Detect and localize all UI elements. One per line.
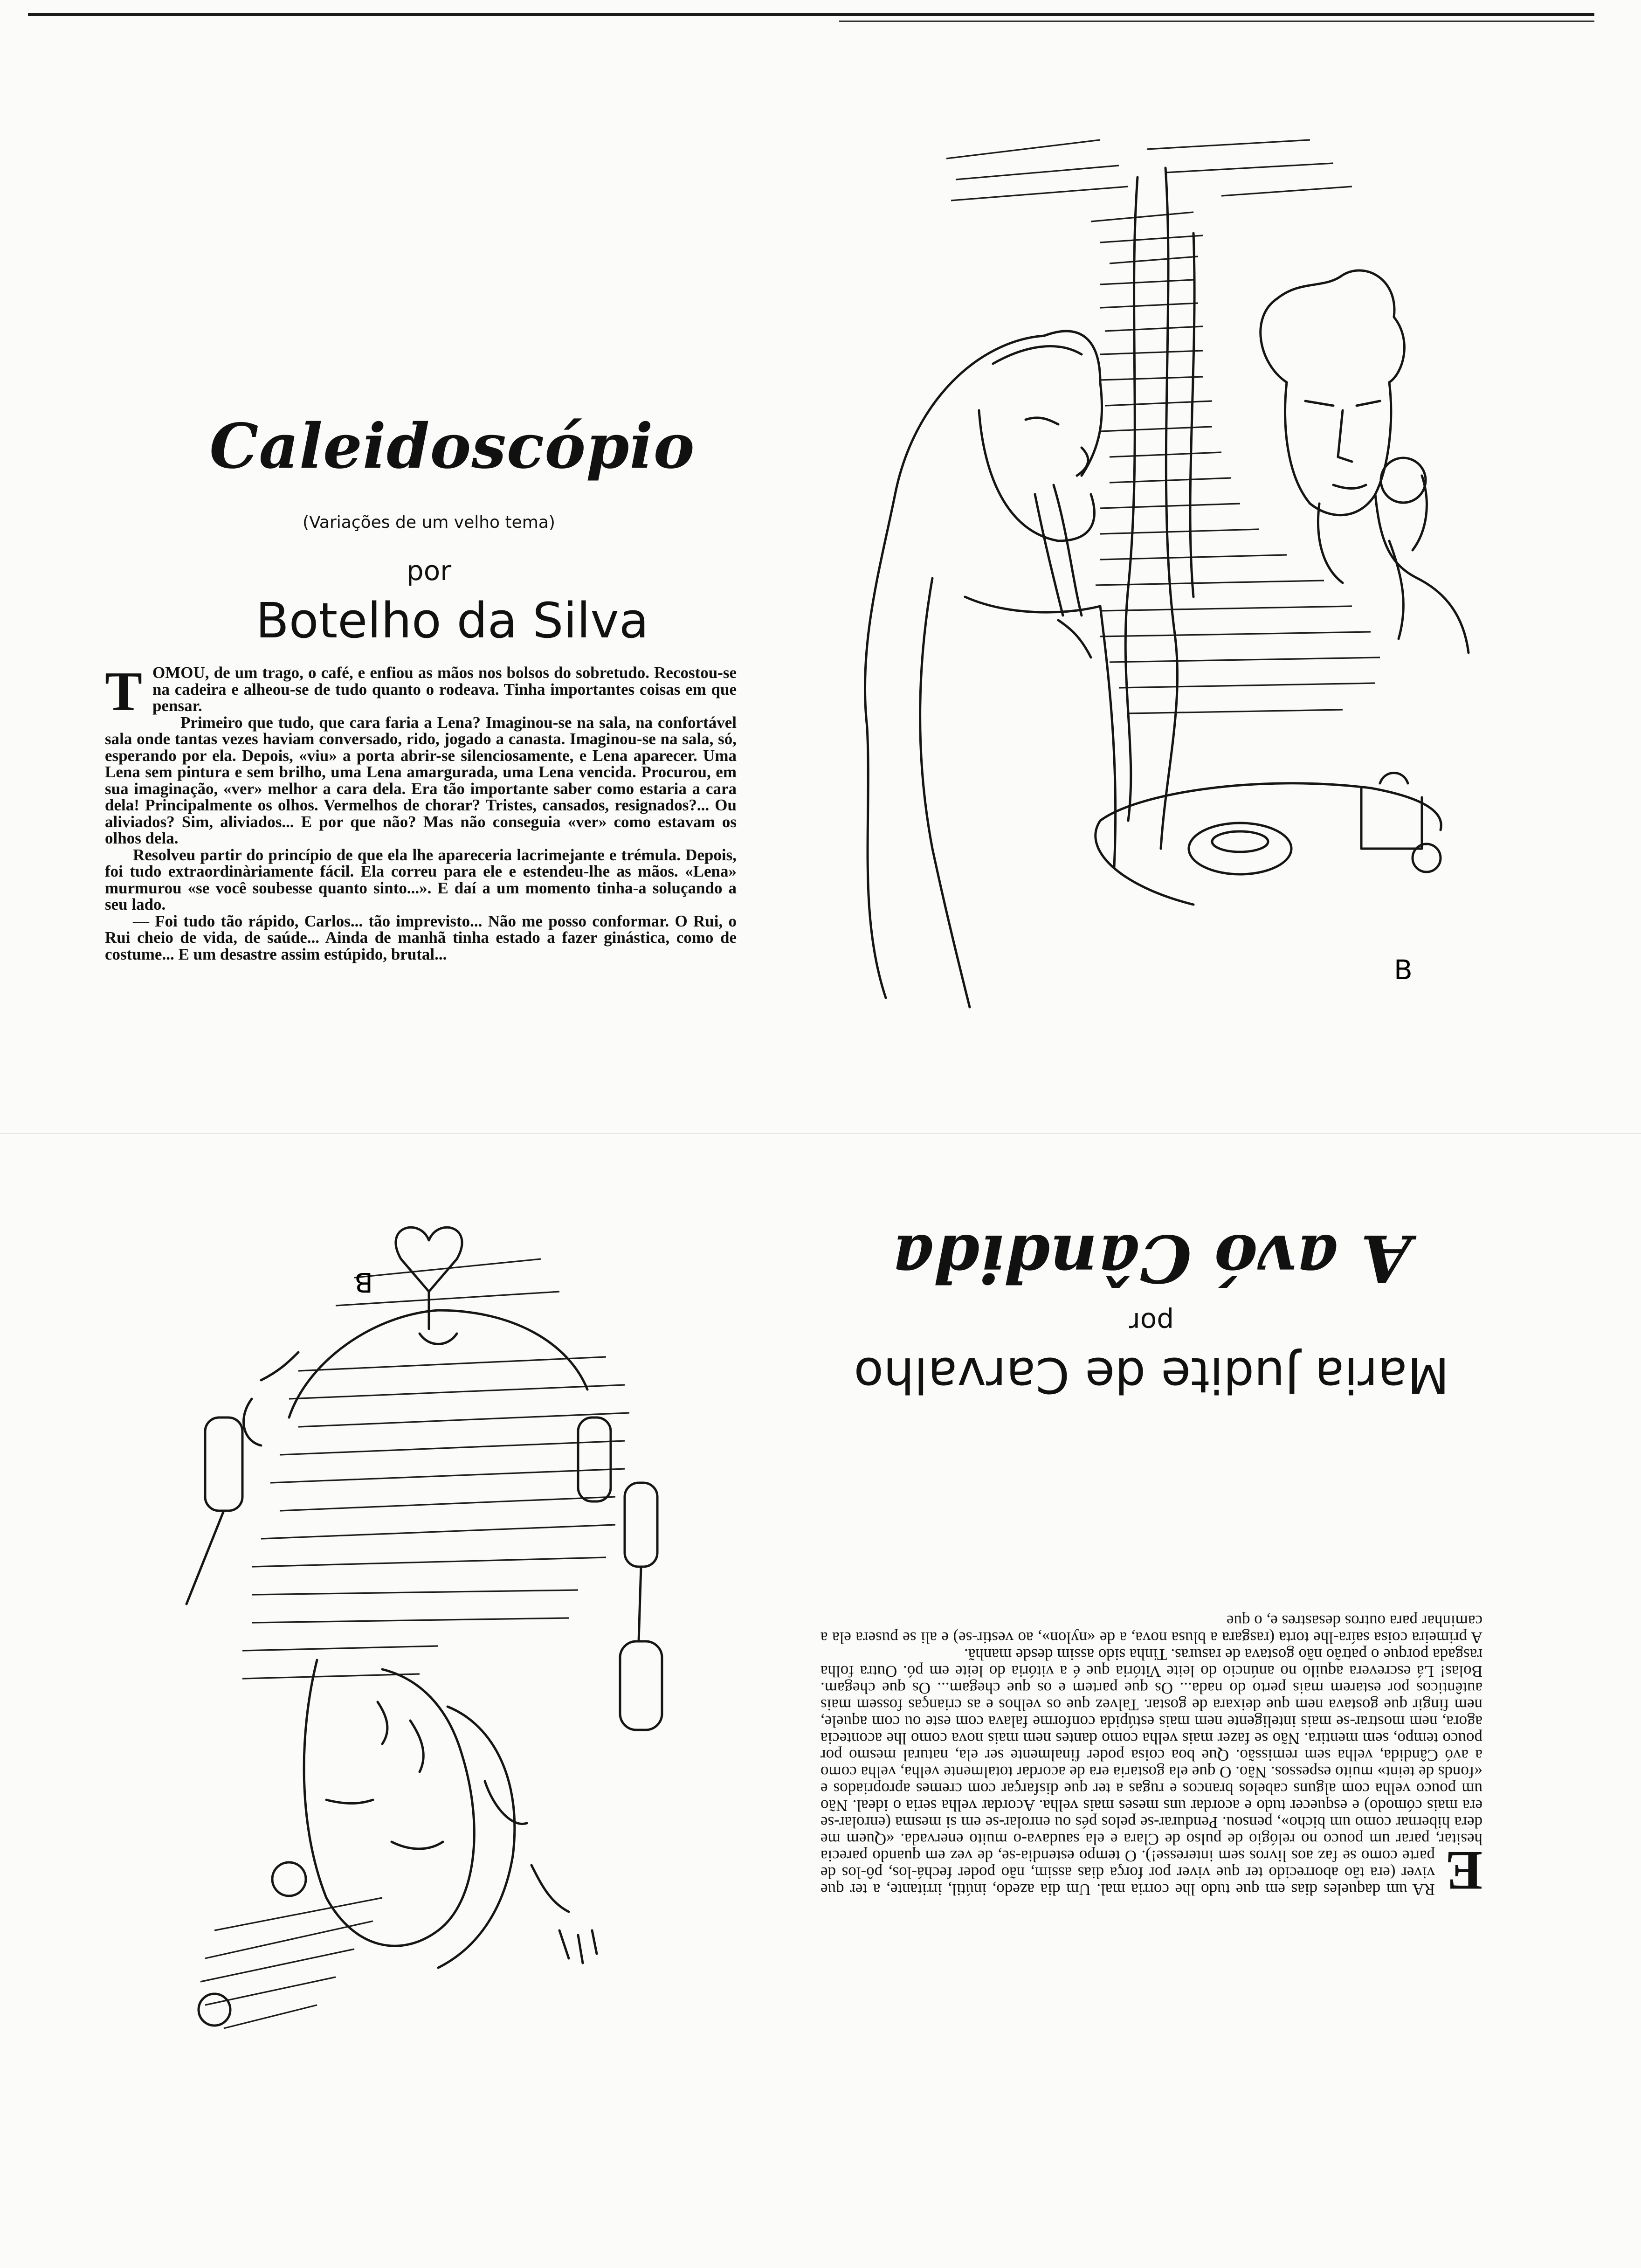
drop-cap: E (1445, 1840, 1482, 1902)
story-upside-down (820, 1184, 1482, 1902)
story-body (820, 1612, 1482, 1902)
story-paragraph: — Foi tudo tão rápido, Carlos... tão imprevisto... Não me posso conformar. O Rui, o Rui cheio de vida, de saúde... Ainda de manhã tinha estado a fazer ginástica, como de costume... E um desastre assim estúpido, brutal... (105, 912, 737, 963)
top-border-rule-secondary (839, 21, 1594, 22)
story-paragraph: Primeiro que tudo, que cara faria a Lena? Imaginou-se na sala, na confortável sala onde tantas vezes haviam conversado, rido, jogado a canasta. Imaginou-se na sala, só, esperando por ela. Depois, «viu» a porta abrir-se silenciosamente, e Lena aparecer. Uma Lena sem pintura e sem brilho, uma Lena amargurada, uma Lena vencida. Procurou, em sua imaginação, «ver» melhor a cara dela. Era tão importante saber como estaria a cara dela! Principalmente os olhos. Vermelhos de chorar? Tristes, cansados, resignados?... Ou aliviados? Sim, aliviados... E por que não? Mas não conseguia «ver» como estavam os olhos dela. (105, 713, 737, 847)
curtain-lines (1125, 168, 1194, 849)
background-hatching (946, 140, 1380, 713)
story-paragraph: A primeira coisa saíra-lhe torta (rasgara a blusa nova, a de «nylon», ao vestir-se) e ali se pusera ela a caminhar para outros desastres e, o que (820, 1612, 1482, 1647)
story-paragraph: RA um daqueles dias em que tudo lhe corria mal. Um dia azedo, inútil, irritante, a ter que viver (era tão aborrecido ter que viver por força dias assim, não poder fechá-los, pô-los de parte como se faz aos livros sem interesse!). O tempo estendia-se, de vez em quando parecia hesitar, parar um pouco no relógio de pulso de Clara e ela saudava-o muito enervada. «Quem me dera hibernar como um bicho», pensou. Pendurar-se pelos pés ou enrolar-se em si mesma (enrolar-se era mais cómodo) e esquecer tudo e acordar uns meses mais velha. Acordar velha seria o ideal. Não um pouco velha com alguns cabelos brancos e rugas a ter que disfarçar com cremes apropriados e «fonds de teint» muito espessos. Não. O que ela gostaria era de acordar totalmente velha, velha como a avó Cândida, velha sem remissão. Que boa coisa poder finalmente ser ela, natural mesmo por pouco tempo, sem mentira. Não se fazer mais velha como dantes nem mais nova como lhe acontecia agora, nem mostrar-se mais inteligente nem mais estúpida conforme falava com este ou com aquele, nem fingir que gostava nem que deixara de gostar. Talvez que os velhos e as crianças fossem mais autênticos por estarem mais perto do nada... Os que partem e os que chegam... Os que chegam. Bolas! Lá escrevera aquilo no anúncio do leite Vitória que é a vitória do leite em pó. Outra folha rasgada porque o patrão não gostava de rasuras. Tinha sido assim desde manhã. (820, 1646, 1482, 1899)
table-with-cup (1096, 773, 1441, 905)
story-byline: por (406, 555, 452, 587)
woman-figure (865, 331, 1115, 1007)
story-title: A avó Cândida (891, 1220, 1412, 1296)
story-paragraph: Resolveu partir do princípio de que ela lhe apareceria lacrimejante e trémula. Depois, foi tudo extraordinàriamente fácil. Ela correu para ele e estendeu-lhe as mãos. «Lena» murmurou «se você soubesse quanto sinto...». E daí a um momento tinha-a soluçando a seu lado. (105, 845, 737, 913)
story-subtitle: (Variações de um velho tema) (303, 513, 555, 532)
illustration-couple-at-table (839, 121, 1482, 1035)
story-paragraph: OMOU, de um trago, o café, e enfiou as mãos nos bolsos do sobretudo. Recostou-se na cadeira e alheou-se de tudo quanto o rodeava. Tinha importantes coisas em que pensar. (152, 664, 737, 715)
story-author: Botelho da Silva (255, 592, 649, 649)
illustration-faces-lamp (159, 1222, 727, 2061)
background-hatching (200, 1259, 629, 2028)
illustrator-signature: B (1394, 954, 1413, 986)
story-body (105, 660, 737, 963)
lamp-fixture (186, 1227, 662, 1730)
illustrator-signature: B (354, 1266, 373, 1298)
drop-cap: T (105, 660, 143, 722)
man-figure (1261, 270, 1469, 653)
story-byline: por (1129, 1307, 1174, 1338)
story-author: Maria Judite de Carvalho (854, 1347, 1449, 1404)
faces-group (199, 1660, 597, 2026)
top-border-rule (28, 13, 1594, 16)
page-fold-line (0, 1133, 1641, 1134)
story-title: Caleidoscópio (209, 410, 695, 483)
